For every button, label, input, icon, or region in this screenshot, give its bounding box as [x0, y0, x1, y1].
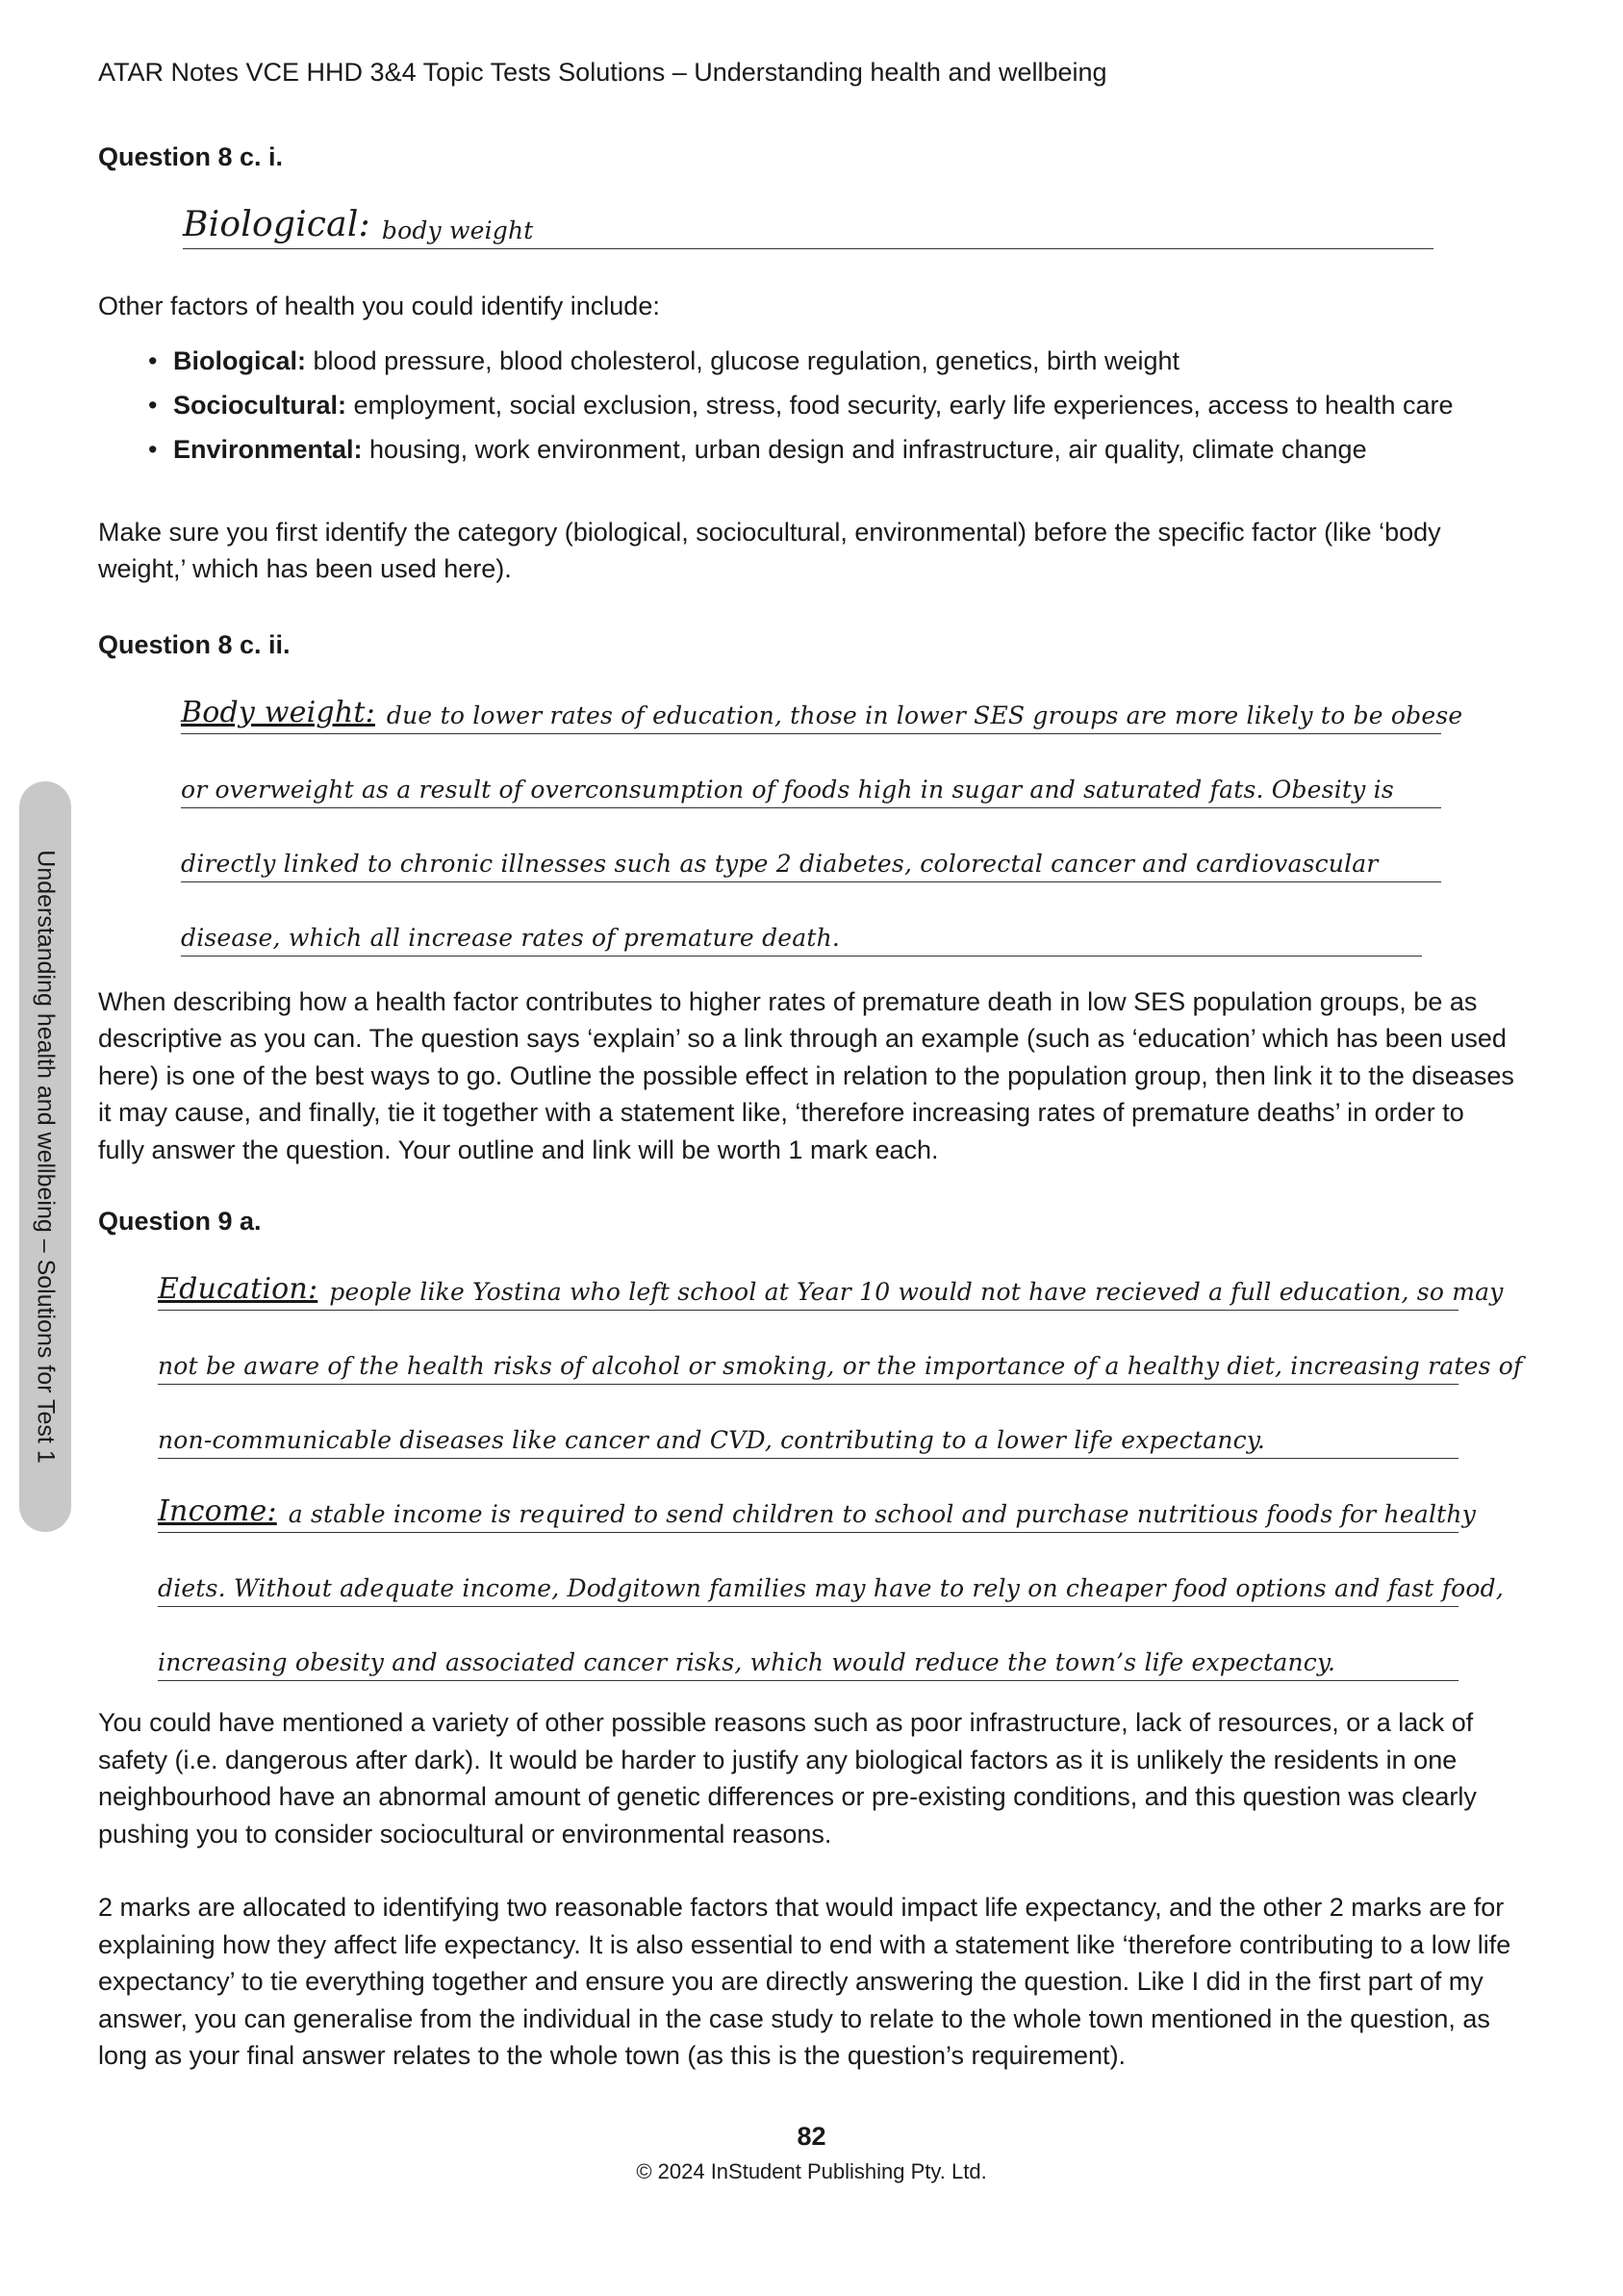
- bullet-icon: •: [148, 390, 158, 420]
- factor-label: Environmental:: [173, 434, 363, 464]
- answer-term: Body weight:: [181, 695, 375, 729]
- answer-text: body weight: [381, 217, 534, 244]
- answer-text: due to lower rates of education, those in lower SES groups are more likely to be obese: [386, 701, 1463, 729]
- handwritten-line: [181, 808, 1441, 882]
- marks-note: 2 marks are allocated to identifying two reasonable factors that would impact life expectancy, and the other 2 marks are for explaining how they affect life expectancy. It is also essential to end with a statement like ‘therefore contributing to a low life expectancy’ to tie everything together and ensure you are directly answering the question. Like I did in the first part of my answer, you can generalise from the individual in the case study to relate to the whole town mentioned in the question, as long as your final answer relates to the whole town (as this is the question’s requirement).: [98, 1893, 1511, 2070]
- handwritten-line: [158, 1459, 1477, 1533]
- handwritten-line: [158, 1237, 1504, 1311]
- handwritten-line: [158, 1607, 1458, 1681]
- handwritten-line: [158, 1385, 1458, 1459]
- factors-intro: Other factors of health you could identify include:: [98, 292, 660, 320]
- handwritten-line: [181, 734, 1441, 808]
- handwritten-answer-8cii: [181, 660, 1463, 957]
- factor-label: Sociocultural:: [173, 390, 347, 420]
- explain-note: When describing how a health factor contributes to higher rates of premature death in low SES population groups, be as descriptive as you can. The question says ‘explain’ so a link through an example (such as ‘education’ which has been used here) is one of the best ways to go. Outline the possible effect in relation to the population group, then link it to the diseases it may cause, and finally, tie it together with a statement like, ‘therefore increasing rates of premature deaths’ in order to fully answer the question. Your outline and link will be worth 1 mark each.: [98, 986, 1514, 1164]
- bullet-icon: •: [148, 434, 158, 464]
- handwritten-line: [158, 1533, 1504, 1607]
- factor-label: Biological:: [173, 345, 307, 375]
- handwritten-answer-9a: [158, 1237, 1523, 1681]
- side-section-tab-label: Understanding health and wellbeing – Solutions for Test 1: [32, 850, 60, 1464]
- running-header: ATAR Notes VCE HHD 3&4 Topic Tests Solutions – Understanding health and wellbeing: [98, 58, 1107, 87]
- handwritten-line: [183, 182, 1433, 249]
- handwritten-answer-8ci: [183, 182, 1433, 249]
- copyright-notice: © 2024 InStudent Publishing Pty. Ltd.: [636, 2159, 987, 2183]
- answer-text: non-communicable diseases like cancer and CVD, contributing to a lower life expectancy.: [158, 1426, 1265, 1454]
- side-section-tab: [19, 781, 71, 1532]
- handwritten-line: [158, 1311, 1523, 1385]
- category-note: Make sure you first identify the category (biological, sociocultural, environmental) before the specific factor (like ‘body weight,’ which has been used here).: [98, 517, 1441, 583]
- handwritten-line: [181, 882, 1422, 957]
- list-item: [148, 339, 1517, 383]
- answer-text: people like Yostina who left school at Year 10 would not have recieved a full education, so may: [329, 1278, 1504, 1306]
- answer-term: Income:: [158, 1494, 277, 1528]
- answer-term: Education:: [158, 1272, 318, 1306]
- answer-text: diets. Without adequate income, Dodgitown families may have to rely on cheaper food options and fast food,: [158, 1574, 1504, 1602]
- page-content: [98, 142, 1523, 2075]
- answer-text: or overweight as a result of overconsumption of foods high in sugar and saturated fats. Obesity is: [181, 775, 1394, 804]
- question-heading-8ci: Question 8 c. i.: [98, 142, 284, 171]
- list-item: [148, 427, 1517, 472]
- question-heading-9a: Question 9 a.: [98, 1207, 262, 1236]
- factors-list: [98, 339, 1517, 472]
- factor-text: blood pressure, blood cholesterol, glucose regulation, genetics, birth weight: [306, 345, 1180, 375]
- page-number: 82: [797, 2122, 826, 2151]
- factor-text: housing, work environment, urban design and infrastructure, air quality, climate change: [362, 434, 1367, 464]
- question-heading-8cii: Question 8 c. ii.: [98, 629, 291, 659]
- factor-text: employment, social exclusion, stress, food security, early life experiences, access to health care: [346, 390, 1454, 420]
- handwritten-line: [181, 660, 1463, 734]
- answer-text: not be aware of the health risks of alcohol or smoking, or the importance of a healthy diet, increasing rates of: [158, 1352, 1523, 1380]
- answer-term: Biological:: [183, 205, 370, 244]
- answer-text: a stable income is required to send children to school and purchase nutritious foods for healthy: [288, 1500, 1477, 1528]
- list-item: [148, 383, 1517, 427]
- answer-text: directly linked to chronic illnesses such as type 2 diabetes, colorectal cancer and cardiovascular: [181, 849, 1379, 878]
- other-reasons-note: You could have mentioned a variety of other possible reasons such as poor infrastructure, lack of resources, or a lack of safety (i.e. dangerous after dark). It would be harder to justify any biological factors as it is unlikely the residents in one neighbourhood have an abnormal amount of genetic differences or pre-existing conditions, and this question was clearly pushing you to consider sociocultural or environmental reasons.: [98, 1708, 1477, 1849]
- bullet-icon: •: [148, 345, 158, 375]
- answer-text: disease, which all increase rates of premature death.: [181, 923, 841, 952]
- answer-text: increasing obesity and associated cancer risks, which would reduce the town’s life expectancy.: [158, 1648, 1336, 1676]
